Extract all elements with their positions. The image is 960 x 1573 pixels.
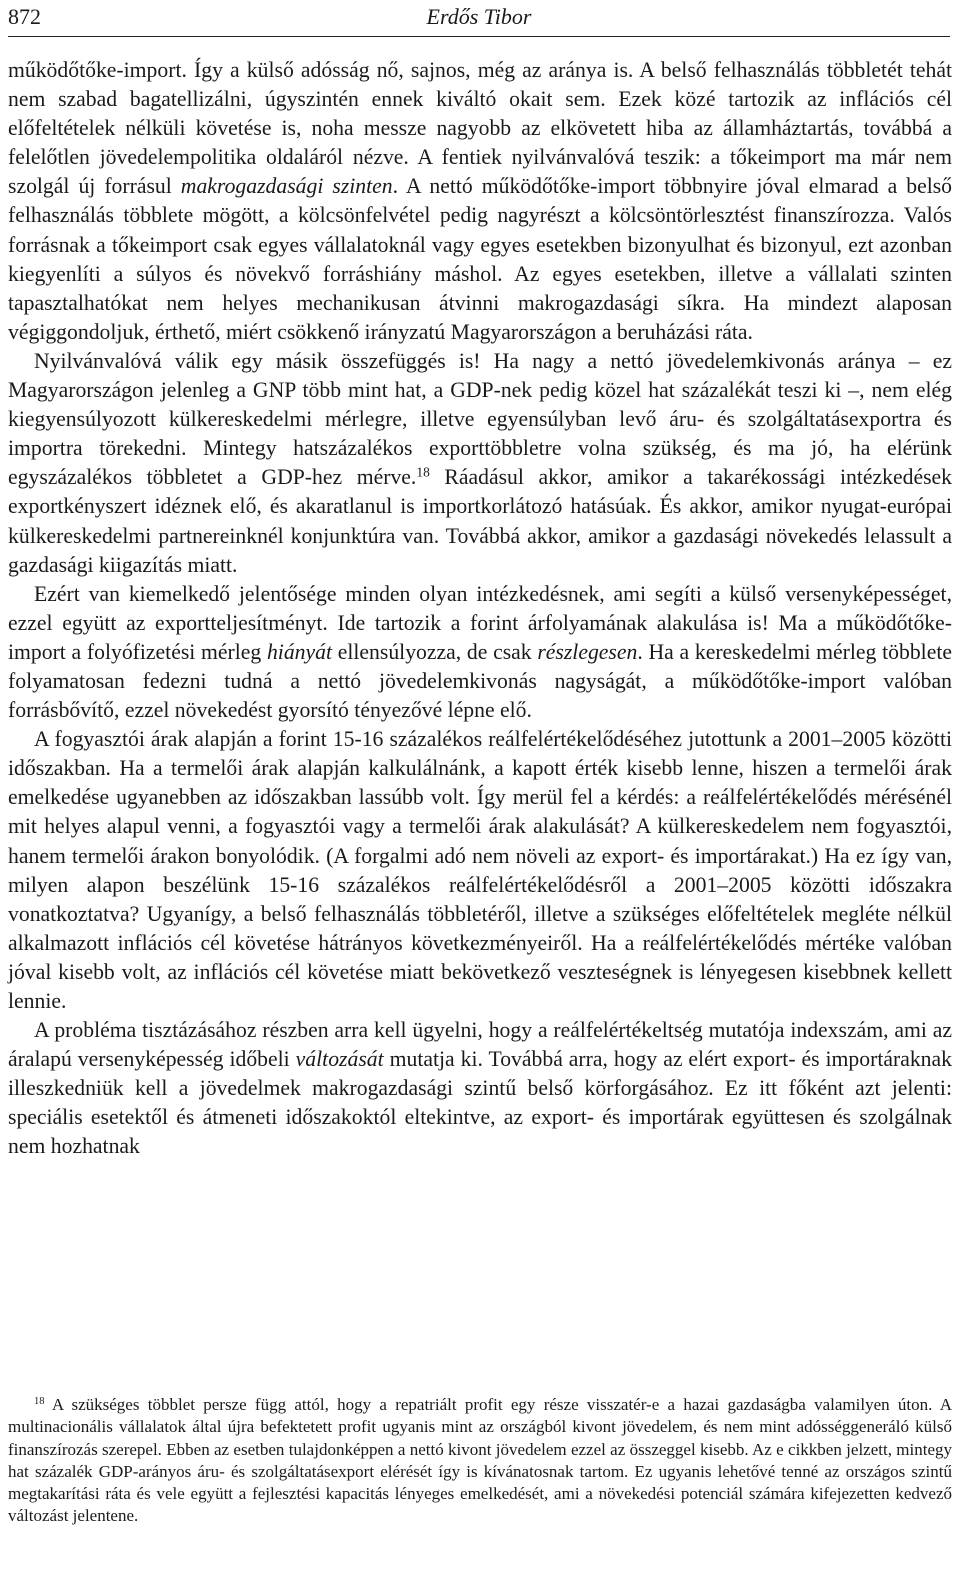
paragraph [8,580,952,725]
text-run: mutatja ki. Továbbá arra, hogy az elért export- és importáraknak illeszkedniük kell a jövedelmek makrogazdasági szintű belső körforgásához. Ez itt főként azt jelenti: speciális esetektől és átmeneti időszakoktól eltekintve, az export- és importárak együttesen és szolgálnak nem hozhatnak [8,1047,952,1159]
paragraph [8,1016,952,1161]
body-text [8,56,952,1162]
footnote-marker: 18 [34,1396,45,1408]
text-run: A fogyasztói árak alapján a forint 15-16 százalékos reálfelértékelődéséhez jutottunk a 2001–2005 közötti időszakban. Ha a termelői árak alapján kalkulálnánk, a kapott érték kisebb lenne, hiszen a termelői árak emelkedése ugyanebben az időszakban lassúbb volt. Így merül fel a kérdés: a reálfelértékelődés mérésénél mit helyes alapul venni, a fogyasztói vagy a termelői árak alakulását? A külkereskedelem nem fogyasztói, hanem termelői árakon bonyolódik. (A forgalmi adó nem növeli az export- és importárakat.) Ha ez így van, milyen alapon beszélünk 15-16 százalékos reálfelértékelődésről a 2001–2005 közötti időszakra vonatkoztatva? Ugyanígy, a belső felhasználás többletéről, illetve a szükséges előfeltételek megléte nélkül alkalmazott inflációs cél követése hátrányos következményeiről. Ha a reálfelértékelődés mértéke valóban jóval kisebb volt, az inflációs cél követése miatt bekövetkező veszteségnek is lényegesen kisebbnek kellett lennie. [8,727,952,1013]
text-run: Nyilvánvalóvá válik egy másik összefüggés is! Ha nagy a nettó jövedelemkivonás aránya – ez Magyarországon jelenleg a GNP több mint hat, a GDP-nek pedig közel hat százalékát teszi ki –, nem elég kiegyensúlyozott külkereskedelmi mérlegre, illetve egyensúlyban levő áru- és szolgáltatásexportra és importra törekedni. Mintegy hatszázalékos exporttöbbletre volna szükség, és ma jó, ha elérünk egyszázalékos többletet a GDP-hez mérve. [8,348,952,490]
emphasis-text: részlegesen [537,639,638,664]
text-run: ellensúlyozza, de csak [332,639,538,664]
page-number: 872 [8,4,41,29]
paragraph [8,725,952,1016]
running-header [8,0,950,37]
text-run: A szükséges többlet persze függ attól, hogy a repatriált profit egy része visszatér-e a hazai gazdaságba valamilyen úton. A multinacionális vállalatok által újra befektetett profit ugyanis mint az országból kivont jövedelem, és nem mint adósséggeneráló külső finanszírozás szerepel. Ebben az esetben tulajdonképpen a nettó kivont jövedelem ezzel az összeggel kisebb. Az e cikkben jelzett, mintegy hat százalék GDP-arányos áru- és szolgáltatásexport elérését így is kívánatosnak tartom. Ez ugyanis lehetővé tenné az országos szintű megtakarítási ráta és vele együtt a fejlesztési kapacitás lényeges emelkedését, ami a növekedési potenciál számára kifejezetten kedvező változást jelentene. [8,1395,952,1526]
emphasis-text: makrogazdasági szinten [180,174,393,199]
footnotes [8,1394,952,1528]
emphasis-text: változását [295,1047,384,1072]
text-run: . Ha a kereskedelmi mérleg többlete folyamatosan fedezni tudná a nettó jövedelemkivonás nagyságát, a működőtőke-import valóban forrásbővítő, ezzel növekedést gyorsító tényezővé lépne elő. [8,639,952,723]
text-run: . A nettó működőtőke-import többnyire jóval elmarad a belső felhasználás többlete mögött, a kölcsönfelvétel pedig nagyrészt a kölcsöntörlesztést finanszírozza. Valós forrásnak a tőkeimport csak egyes vállalatoknál vagy egyes esetekben bizonyulhat és bizonyul, ezt azonban kiegyenlíti a súlyos és növekvő forráshiány máshol. Az egyes esetekben, illetve a vállalati szinten tapasztalhatókat nem helyes mechanikusan átvinni makrogazdasági síkra. Ha mindezt alaposan végiggondoljuk, érthető, miért csökkenő irányzatú Magyarországon a beruházási ráta. [8,174,953,344]
text-run: Ráadásul akkor, amikor a takarékossági intézkedések exportkényszert idéznek elő, és akaratlanul is importkorlátozó hatásúak. És akkor, amikor nyugat-európai külkereskedelmi partnereinknél konjunktúra van. Továbbá akkor, amikor a gazdasági növekedés lelassult a gazdasági kiigazítás miatt. [8,465,953,577]
text-run: Ezért van kiemelkedő jelentősége minden olyan intézkedésnek, ami segíti a külső versenyképességet, ezzel együtt az exportteljesítményt. Ide tartozik a forint árfolyamának alakulása is! Ma a működőtőke-import a folyófizetési mérleg [8,581,952,664]
footnote-marker: 18 [416,464,430,480]
paragraph [8,347,952,580]
text-run: A probléma tisztázásához részben arra kell ügyelni, hogy a reálfelértékeltség mutatója indexszám, ami az áralapú versenyképesség időbeli [8,1018,952,1072]
emphasis-text: hiányát [266,639,333,664]
paragraph [8,56,952,347]
footnote [8,1394,952,1528]
text-run: működőtőke-import. Így a külső adósság nő, sajnos, még az aránya is. A belső felhasználás többletét tehát nem szabad bagatellizálni, úgyszintén ennek kiváltó okait sem. Ezek közé tartozik az inflációs cél előfeltételek nélküli követése is, noha messze nagyobb az elkövetett hiba az államháztartás, továbbá a felelőtlen jövedelempolitika oldaláról nézve. A fentiek nyilvánvalóvá teszik: a tőkeimport ma már nem szolgál új forrásul [8,58,952,199]
running-title: Erdős Tibor [426,4,532,29]
